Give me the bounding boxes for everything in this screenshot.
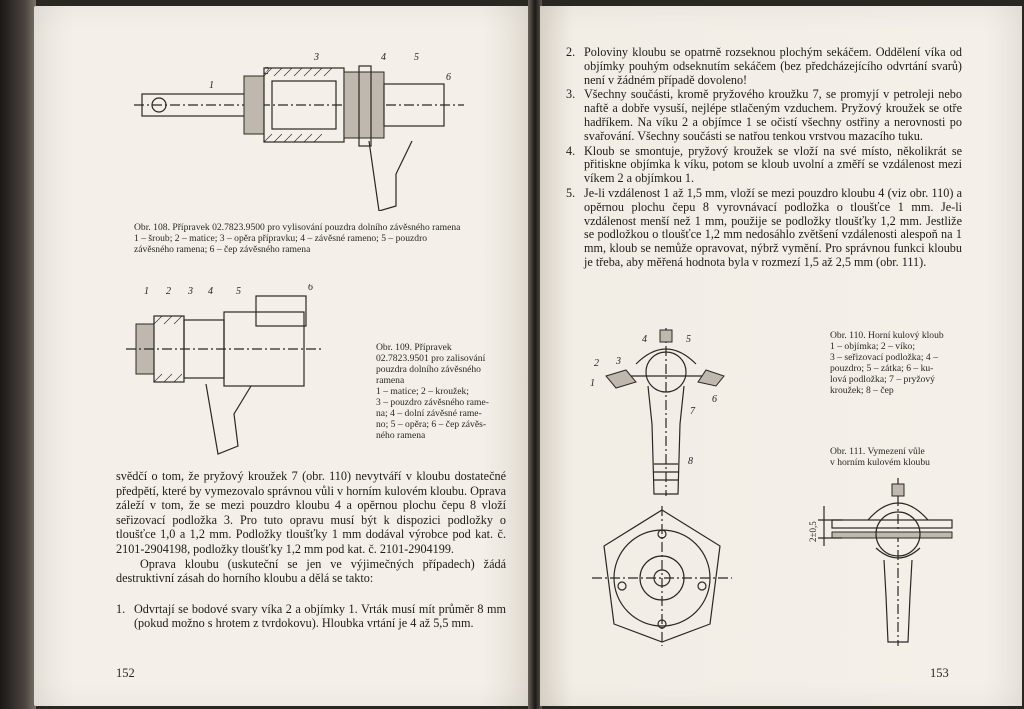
list-item-number: 1. xyxy=(116,602,126,616)
fig110-label-1: 1 xyxy=(590,378,595,389)
fig109-label-3: 3 xyxy=(188,286,193,297)
fig110-label-3: 3 xyxy=(616,356,621,367)
list-item-text: Je-li vzdálenost 1 až 1,5 mm, vloží se mezi pouzdro kloubu 4 (viz obr. 110) a opěrnou plochu čepu 8 vyrovnávací podložka o tloušťce 1 mm. Je-li vzdálenost menší než 1 mm, použije se podložky tloušťky 1,2 mm. Jestliže se podložkou o tloušťce 1,2 mm nedosáhlo zvětšení vzdálenosti alespoň na 1 mm, kloub se nemůže opravovat, nýbrž vymění. Pro správnou funkci kloubu je třeba, aby měřená hodnota byla v rozmezí 1,5 až 2,5 mm (obr. 111). xyxy=(584,185,962,269)
caption-line: 1 – matice; 2 – kroužek; xyxy=(376,386,469,397)
caption-line: lová podložka; 7 – pryžový xyxy=(830,374,935,385)
fig109-label-5: 5 xyxy=(236,286,241,297)
fig108-label-5: 5 xyxy=(414,52,419,63)
caption-line: Obr. 108. Přípravek 02.7823.9500 pro vylisování pouzdra dolního závěsného ramena xyxy=(134,222,461,233)
fig111-dimension: 2±0,5 xyxy=(808,521,818,542)
caption-line: ramena xyxy=(376,375,405,386)
fig110-label-8: 8 xyxy=(688,456,693,467)
caption-line: pouzdra dolního závěsného xyxy=(376,364,481,375)
list-item-number: 4. xyxy=(566,143,576,158)
page-number-left: 152 xyxy=(116,666,135,680)
caption-line: Obr. 109. Přípravek xyxy=(376,342,452,353)
left-body-text xyxy=(116,469,506,586)
figure-110-drawing xyxy=(586,324,736,496)
caption-line: 02.7823.9501 pro zalisování xyxy=(376,353,486,364)
fig109-label-2: 2 xyxy=(166,286,171,297)
list-item xyxy=(116,603,506,631)
fig108-label-3: 3 xyxy=(314,52,319,63)
list-item-text: Kloub se smontuje, pryžový kroužek se vloží na své místo, několikrát se přitiskne objímka k víku, potom se kloub uvolní a změří se vzdálenost mezi víkem 2 a objímkou 1. xyxy=(584,143,962,186)
caption-line: 1 – objímka; 2 – víko; xyxy=(830,341,916,352)
list-item-number: 2. xyxy=(566,45,576,59)
list-item-text: Odvrtají se bodové svary víka 2 a objímky 1. Vrták musí mít průměr 8 mm (pokud možno s hrotem z tvrdokovu). Hloubka vrtání je 4 až 5,5 mm. xyxy=(134,602,506,630)
caption-line: 1 – šroub; 2 – matice; 3 – opěra přípravku; 4 – závěsné rameno; 5 – pouzdro xyxy=(134,233,428,244)
book-edge xyxy=(0,0,36,709)
left-numbered-list xyxy=(116,603,506,632)
right-numbered-list xyxy=(566,46,962,271)
caption-line: kroužek; 8 – čep xyxy=(830,385,894,396)
caption-line: závěsného ramena; 6 – čep závěsného ramena xyxy=(134,244,311,255)
paragraph: Oprava kloubu (uskuteční se jen ve výjimečných případech) žádá destruktivní zásah do horního kloubu a dělá se takto: xyxy=(116,556,506,586)
figure-110-bottom-view xyxy=(592,506,732,646)
list-item-text: Poloviny kloubu se opatrně rozseknou plochým sekáčem. Oddělení víka od objímky pouhým odseknutím sekáčem (bez předcházejícího odvrtání svarů) není v žádném případě dovoleno! xyxy=(584,45,962,87)
fig109-label-1: 1 xyxy=(144,286,149,297)
fig110-label-7: 7 xyxy=(690,406,695,417)
paragraph: svědčí o tom, že pryžový kroužek 7 (obr. 110) nevytváří v kloubu dostatečné předpětí, které by vymezovalo správnou vůli v horním kulovém kloubu. Oprava záleží v tom, že se mezi pouzdro kloubu 4 a opěrnou plochu čepu 8 vloží seřizovací podložka 3. Pro tuto opravu musí být k dispozici podložky o tloušťce 1,0 a 1,2 mm. Podložky tloušťky 1 mm dodával výrobce pod kat. č. 2101-2904198, podložky tloušťky 1,2 mm pod kat. č. 2101-2904199. xyxy=(116,469,506,556)
list-item-number: 5. xyxy=(566,185,576,200)
left-page xyxy=(34,6,532,706)
caption-line: 3 – seřizovací podložka; 4 – xyxy=(830,352,938,363)
fig110-label-6: 6 xyxy=(712,394,717,405)
list-item-number: 3. xyxy=(566,87,576,102)
caption-line: ného ramena xyxy=(376,430,426,441)
figure-108-drawing xyxy=(134,46,474,211)
list-item xyxy=(566,46,962,87)
fig108-label-2: 2 xyxy=(264,66,269,77)
caption-line: v horním kulovém kloubu xyxy=(830,457,930,468)
caption-line: Obr. 110. Horní kulový kloub xyxy=(830,330,944,341)
figure-111-caption xyxy=(830,446,966,468)
fig108-label-6: 6 xyxy=(446,72,451,83)
list-item xyxy=(566,145,962,186)
caption-line: na; 4 – dolní závěsné rame- xyxy=(376,408,482,419)
list-item xyxy=(566,187,962,270)
caption-line: pouzdro; 5 – zátka; 6 – ku- xyxy=(830,363,934,374)
figure-110-caption xyxy=(830,330,966,396)
figure-109-caption xyxy=(376,342,504,441)
fig108-label-4: 4 xyxy=(381,52,386,63)
figure-109-drawing xyxy=(126,284,326,459)
caption-line: no; 5 – opěra; 6 – čep závěs- xyxy=(376,419,487,430)
fig109-label-6: 6 xyxy=(308,284,313,293)
right-page xyxy=(540,6,1022,706)
page-number-right: 153 xyxy=(930,666,949,680)
fig109-label-4: 4 xyxy=(208,286,213,297)
list-item xyxy=(566,88,962,143)
figure-111-drawing xyxy=(802,476,962,646)
figure-108-caption xyxy=(134,222,504,255)
fig110-label-2: 2 xyxy=(594,358,599,369)
caption-line: Obr. 111. Vymezení vůle xyxy=(830,446,925,457)
caption-line: 3 – pouzdro závěsného rame- xyxy=(376,397,489,408)
fig110-label-4: 4 xyxy=(642,334,647,345)
fig110-label-5: 5 xyxy=(686,334,691,345)
list-item-text: Všechny součásti, kromě pryžového kroužku 7, se promyjí v petroleji nebo naftě a dobře vysuší, nejlépe stlačeným vzduchem. Pryžový kroužek se otře hadříkem. Na víku 2 a objímce 1 se očistí všechny ostřiny a nerovnosti po svařování. Všechny součásti se natřou tenkou vrstvou mazacího tuku. xyxy=(584,87,962,143)
fig108-label-1: 1 xyxy=(209,80,214,91)
